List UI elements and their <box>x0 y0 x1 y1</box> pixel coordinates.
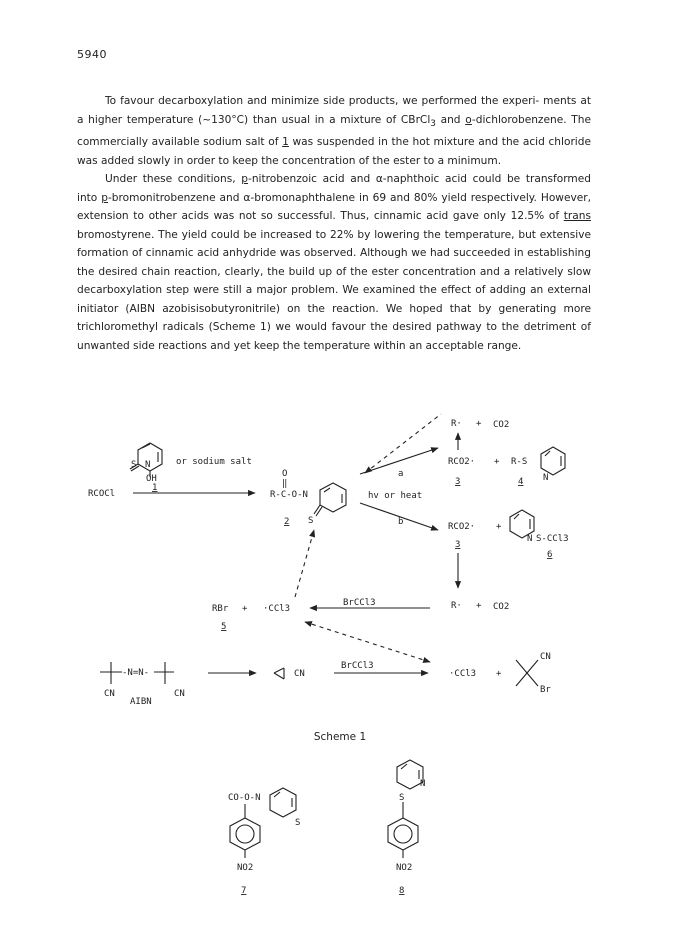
page-number: 5940 <box>77 48 107 61</box>
scheme-label: NO2 <box>237 863 254 873</box>
scheme-label: + <box>476 601 482 611</box>
text-run: was suspended in the hot mixture and the acid chloride was added slowly in order to keep the concentration of the ester to a minimum. <box>77 136 591 167</box>
scheme-label: BrCCl3 <box>341 661 374 671</box>
compound-number: 5 <box>221 622 227 632</box>
text-run: -nitrobenzoic acid and α-naphthoic acid could be transformed into <box>77 173 591 204</box>
scheme-label: ·CCl3 <box>263 604 291 614</box>
scheme-label: R-C-O-N <box>270 490 308 500</box>
scheme-label: RCO2· <box>448 522 476 532</box>
scheme-label: S <box>308 516 314 526</box>
compound-number: 3 <box>455 540 461 550</box>
scheme-caption: Scheme 1 <box>313 731 367 743</box>
scheme-label: RCO2· <box>448 457 476 467</box>
scheme-label: R-S <box>511 457 528 467</box>
scheme-label: R· <box>451 601 462 611</box>
scheme-label: Br <box>540 685 551 695</box>
scheme-label: CN <box>104 689 115 699</box>
scheme-label: + <box>476 419 482 429</box>
text-run: -dichlorobenzene. The commercially available sodium salt of <box>77 113 592 149</box>
scheme-label: NO2 <box>396 863 413 873</box>
underlined-text: p <box>241 173 248 186</box>
scheme-label: S <box>131 460 137 470</box>
text-run: To favour decarboxylation and minimize side products, we performed the experi- ments at a higher temperature (~130°C) than usual in a mixture of CBrCl <box>77 95 591 126</box>
scheme-label: S-CCl3 <box>536 534 569 544</box>
underlined-text: trans <box>563 210 591 223</box>
scheme-label: a <box>398 469 404 479</box>
compound-number: 6 <box>547 550 553 560</box>
compound-number: 4 <box>518 477 524 487</box>
underlined-text: p <box>101 191 108 204</box>
scheme-label: CN <box>540 652 551 662</box>
compound-number: 1 <box>152 483 158 493</box>
text-run: bromostyrene. The yield could be increased to 22% by lowering the temperature, but extensive formation of cinnamic acid anhydride was observed. Although we had succeeded in establishing the desired chain reaction, clearly, the build up of the ester concentration and a relatively slow decarboxylation step were still a major problem. We examined the effect of adding an external initiator (AIBN azobisisobutyronitrile) on the reaction. We hoped that by generating more trichloromethyl radicals (Scheme 1) we would favour the desired pathway to the detriment of unwanted side reactions and yet keep the temperature within an acceptable range. <box>77 228 591 352</box>
scheme-label: or sodium salt <box>176 457 252 467</box>
scheme-label: RBr <box>212 604 229 614</box>
text-run: Under these conditions, <box>105 173 242 186</box>
scheme-label: ·CCl3 <box>449 669 477 679</box>
scheme-label: hv or heat <box>368 491 423 501</box>
scheme-label: RCOCl <box>88 489 116 499</box>
scheme-label: CN <box>174 689 185 699</box>
scheme-label: + <box>494 457 500 467</box>
scheme-label: b <box>398 517 404 527</box>
underlined-text: o <box>465 113 472 126</box>
scheme-label: N <box>527 534 533 544</box>
scheme-label: + <box>496 522 502 532</box>
text-run: -bromonitrobenzene and α-bromonaphthalene in 69 and 80% yield respectively. However, extension to other acids was not so successful. Thus, cinnamic acid gave only 12.5% of <box>77 191 591 223</box>
scheme-label: N <box>145 460 151 470</box>
scheme-label: CO-O-N <box>228 793 261 803</box>
scheme-label: CO2 <box>493 420 510 430</box>
scheme-label: + <box>496 669 502 679</box>
benzene-ring <box>230 818 260 850</box>
scheme-label: -N=N- <box>122 668 150 678</box>
compound-number: 8 <box>399 886 405 896</box>
compound-number: 2 <box>284 517 290 527</box>
scheme-label: OH <box>146 474 157 484</box>
scheme-label: O <box>282 469 288 479</box>
benzene-ring <box>388 818 418 850</box>
scheme-label: CN <box>294 669 305 679</box>
text-run: and <box>435 113 466 126</box>
scheme-label: BrCCl3 <box>343 598 376 608</box>
compound-number: 7 <box>241 886 247 896</box>
scheme-label: + <box>242 604 248 614</box>
compound-number: 3 <box>455 477 461 487</box>
scheme-label: R· <box>451 419 462 429</box>
underlined-text: 1 <box>282 136 289 149</box>
scheme-label: ‖ <box>282 479 288 489</box>
scheme-label: AIBN <box>130 697 152 707</box>
scheme-label: CO2 <box>493 602 510 612</box>
scheme-label: N <box>420 779 426 789</box>
subscript: 3 <box>430 118 436 129</box>
scheme-label: S <box>295 818 301 828</box>
scheme-label: N <box>543 473 549 483</box>
scheme-label: S <box>399 793 405 803</box>
